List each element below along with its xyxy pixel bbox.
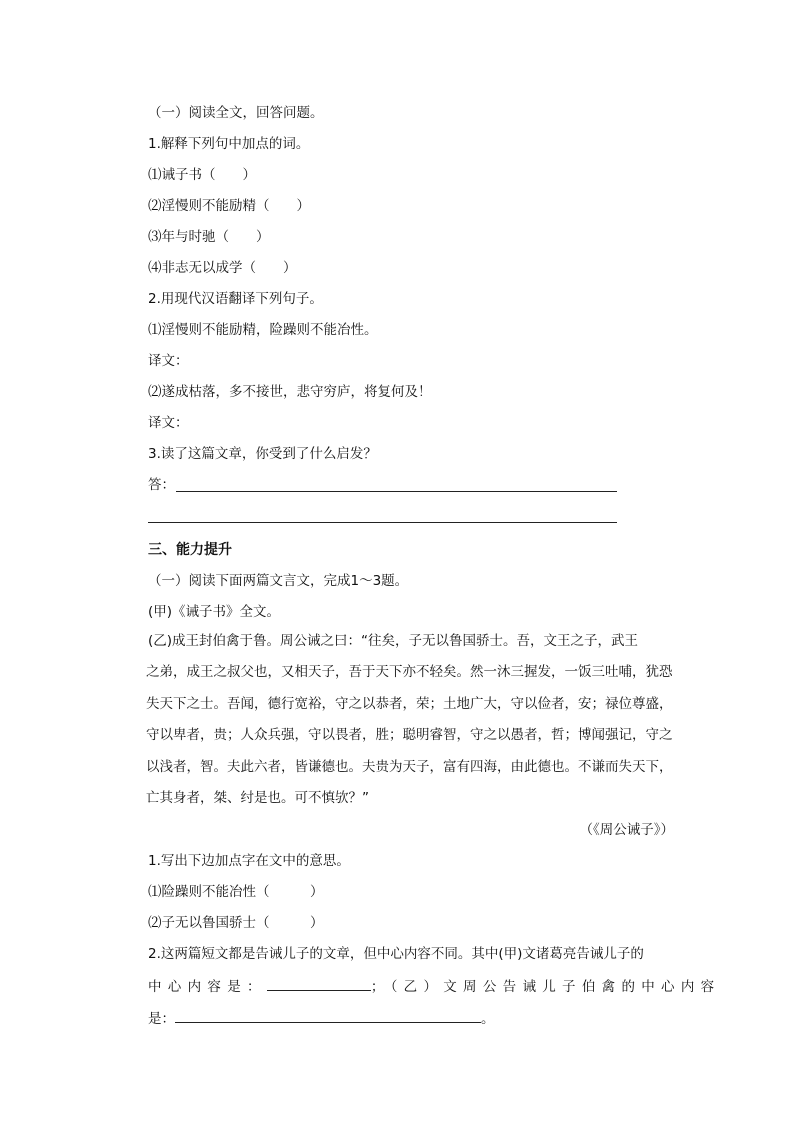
- question-2-line: 2.这两篇短文都是告诫儿子的文章，但中心内容不同。其中(甲)文诸葛亮告诫儿子的: [148, 946, 644, 962]
- answer-line[interactable]: [148, 522, 617, 523]
- answer-blank[interactable]: [175, 1008, 481, 1023]
- question-2-sentence-1: ⑴淫慢则不能励精，险躁则不能冶性。: [148, 322, 378, 338]
- section-three-heading: （一）阅读下面两篇文言文，完成1～3题。: [148, 573, 409, 589]
- passage-b: [148, 626, 674, 814]
- passage-source: （《周公诫子》）: [579, 822, 674, 838]
- passage-b-line: 守以卑者，贵；人众兵强，守以畏者，胜；聪明睿智，守之以愚者，哲；博闻强记，守之: [146, 727, 673, 744]
- question-1-item: ⑷非志无以成学（ ）: [148, 260, 297, 276]
- translation-label: 译文：: [148, 415, 189, 431]
- answer-blank[interactable]: [267, 976, 371, 991]
- question-2-line: [148, 976, 720, 997]
- question-2-line: [148, 1008, 495, 1029]
- question-1-item: ⑶年与时驰（ ）: [148, 229, 270, 245]
- question-1: 1.解释下列句中加点的词。: [148, 136, 310, 152]
- question-1-item: ⑴诫子书（ ）: [148, 167, 256, 183]
- translation-label: 译文：: [148, 353, 189, 369]
- question-1-item: ⑵淫慢则不能励精（ ）: [148, 198, 310, 214]
- passage-b-line: 失天下之士。吾闻，德行宽裕，守之以恭者，荣；土地广大，守以俭者，安；禄位尊盛，: [146, 695, 673, 712]
- question-2-sentence-2: ⑵遂成枯落，多不接世，悲守穷庐，将复何及！: [148, 384, 432, 400]
- passage-b-line: (乙)成王封伯禽于鲁。周公诫之曰：“往矣，子无以鲁国骄士。吾，文王之子，武王: [148, 633, 639, 649]
- question-1: 1.写出下边加点字在文中的意思。: [148, 853, 350, 869]
- question-1-item: ⑴险躁则不能冶性（ ）: [148, 884, 324, 900]
- question-2-middle: ；（乙）文周公告诫儿子伯禽的中心内容: [370, 979, 721, 995]
- question-1-item: ⑵子无以鲁国骄士（ ）: [148, 915, 324, 931]
- passage-b-line: 以浅者，智。夫此六者，皆谦德也。夫贵为天子，富有四海，由此德也。不谦而失天下，: [146, 758, 673, 775]
- section-three-title: 三、能力提升: [148, 542, 232, 558]
- question-2: 2.用现代汉语翻译下列句子。: [148, 291, 323, 307]
- question-3: 3.读了这篇文章，你受到了什么启发？: [148, 446, 377, 462]
- passage-b-line: 之弟，成王之叔父也，又相天子，吾于天下亦不轻矣。然一沐三握发，一饭三吐哺，犹恐: [146, 664, 673, 681]
- answer-label: 答：: [148, 477, 175, 493]
- question-2-prefix: 中心内容是：: [148, 979, 267, 995]
- question-2-prefix: 是：: [148, 1011, 175, 1027]
- passage-b-line: 亡其身者，桀、纣是也。可不慎欤？”: [146, 790, 369, 807]
- question-2-end: 。: [481, 1011, 495, 1027]
- section-one-heading: （一）阅读全文，回答问题。: [148, 105, 324, 121]
- answer-line[interactable]: [176, 491, 617, 492]
- passage-a-label: (甲)《诫子书》全文。: [148, 604, 281, 620]
